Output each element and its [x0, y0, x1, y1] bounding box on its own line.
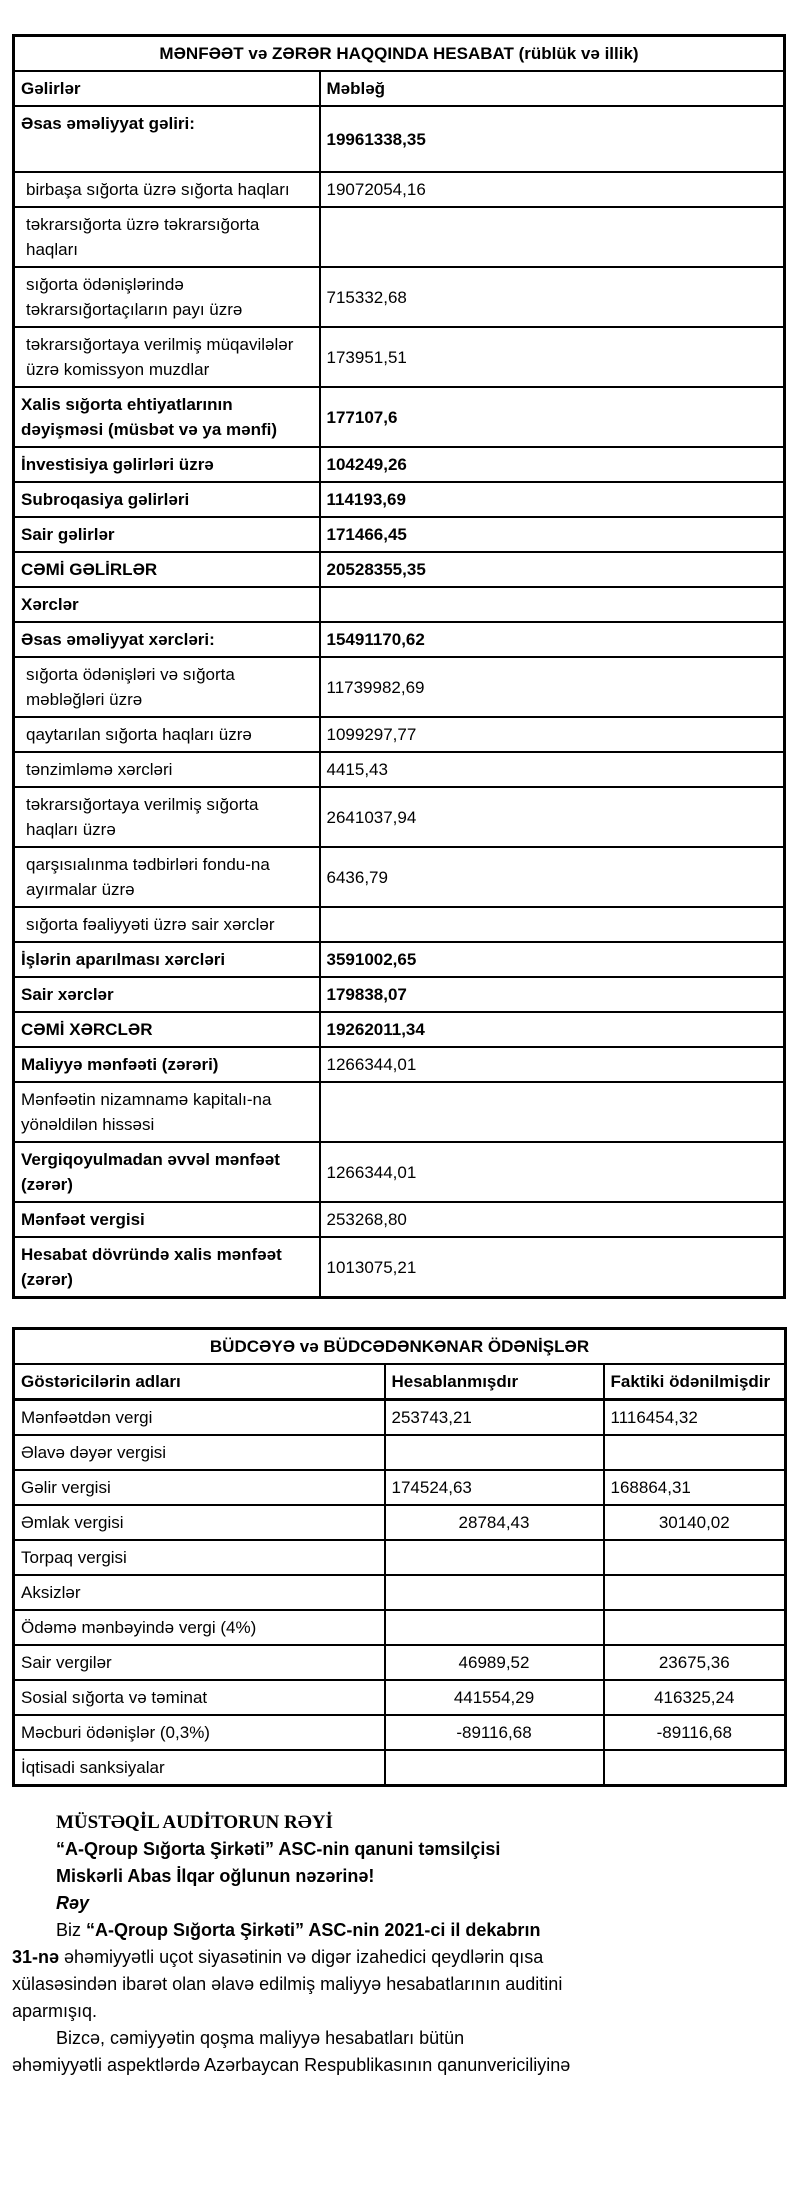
row-paid-value	[604, 1610, 786, 1645]
budget-payments-table	[12, 1327, 787, 1787]
opinion-text-segment: “A-Qroup Sığorta Şirkəti” ASC-nin 2021-ci il dekabrın	[86, 1920, 541, 1940]
row-label: sığorta ödənişləri və sığorta məbləğləri üzrə	[14, 657, 320, 717]
opinion-text-segment: Rəy	[56, 1893, 90, 1913]
table-row	[14, 847, 785, 907]
table-row	[14, 1047, 785, 1082]
row-value: 1266344,01	[320, 1142, 785, 1202]
row-value: 4415,43	[320, 752, 785, 787]
row-paid-value: 168864,31	[604, 1470, 786, 1505]
row-paid-value	[604, 1540, 786, 1575]
row-label: İnvestisiya gəlirləri üzrə	[14, 447, 320, 482]
row-paid-value: 23675,36	[604, 1645, 786, 1680]
table-row	[14, 622, 785, 657]
profit-loss-header-row	[14, 71, 785, 106]
column-header-gelirler: Gəlirlər	[14, 71, 320, 106]
table-row	[14, 1575, 786, 1610]
budget-table-title: BÜDCƏYƏ və BÜDCƏDƏNKƏNAR ÖDƏNİŞLƏR	[14, 1329, 786, 1365]
budget-header-row	[14, 1364, 786, 1400]
row-label: Sair gəlirlər	[14, 517, 320, 552]
row-label: Sosial sığorta və təminat	[14, 1680, 385, 1715]
column-header-accrued: Hesablanmışdır	[385, 1364, 604, 1400]
table-row	[14, 1142, 785, 1202]
row-value	[320, 907, 785, 942]
row-value: 104249,26	[320, 447, 785, 482]
row-paid-value	[604, 1575, 786, 1610]
column-header-mebleg: Məbləğ	[320, 71, 785, 106]
table-row	[14, 1715, 786, 1750]
column-header-indicators: Göstəricilərin adları	[14, 1364, 385, 1400]
row-value	[320, 1082, 785, 1142]
row-accrued-value	[385, 1435, 604, 1470]
table-row	[14, 1750, 786, 1786]
table-row	[14, 787, 785, 847]
opinion-line	[56, 1890, 784, 1917]
row-value: 15491170,62	[320, 622, 785, 657]
row-label: qaytarılan sığorta haqları üzrə	[14, 717, 320, 752]
row-label: Ödəmə mənbəyində vergi (4%)	[14, 1610, 385, 1645]
row-label: tənzimləmə xərcləri	[14, 752, 320, 787]
row-paid-value: 416325,24	[604, 1680, 786, 1715]
opinion-line	[56, 1809, 784, 1836]
table-row	[14, 942, 785, 977]
table-row	[14, 907, 785, 942]
row-value: 715332,68	[320, 267, 785, 327]
row-label: Xərclər	[14, 587, 320, 622]
auditor-opinion	[12, 1809, 784, 2079]
row-label: Əsas əməliyyat xərcləri:	[14, 622, 320, 657]
row-value: 1099297,77	[320, 717, 785, 752]
row-label: Əlavə dəyər vergisi	[14, 1435, 385, 1470]
table-row	[14, 752, 785, 787]
row-label: Maliyyə mənfəəti (zərəri)	[14, 1047, 320, 1082]
row-label: Mənfəət vergisi	[14, 1202, 320, 1237]
row-value: 2641037,94	[320, 787, 785, 847]
table-row	[14, 517, 785, 552]
table-row	[14, 267, 785, 327]
row-accrued-value: 46989,52	[385, 1645, 604, 1680]
table-row	[14, 207, 785, 267]
profit-loss-title-row	[14, 36, 785, 72]
row-accrued-value: 253743,21	[385, 1400, 604, 1436]
row-label: Mənfəətdən vergi	[14, 1400, 385, 1436]
row-paid-value	[604, 1750, 786, 1786]
table-row	[14, 1680, 786, 1715]
opinion-line	[56, 1836, 784, 1863]
row-value: 171466,45	[320, 517, 785, 552]
profit-loss-table-title: MƏNFƏƏT və ZƏRƏR HAQQINDA HESABAT (rüblük və illik)	[14, 36, 785, 72]
row-value: 11739982,69	[320, 657, 785, 717]
row-value: 20528355,35	[320, 552, 785, 587]
table-row	[14, 1012, 785, 1047]
budget-title-row	[14, 1329, 786, 1365]
row-label: Sair xərclər	[14, 977, 320, 1012]
row-label: sığorta ödənişlərində təkrarsığortaçıların payı üzrə	[14, 267, 320, 327]
row-value: 19961338,35	[320, 106, 785, 172]
opinion-line	[56, 2025, 784, 2052]
row-paid-value	[604, 1435, 786, 1470]
table-row	[14, 552, 785, 587]
row-accrued-value	[385, 1750, 604, 1786]
table-row	[14, 587, 785, 622]
opinion-line	[56, 1863, 784, 1890]
table-row	[14, 1202, 785, 1237]
row-label: Gəlir vergisi	[14, 1470, 385, 1505]
row-paid-value: -89116,68	[604, 1715, 786, 1750]
profit-loss-table	[12, 34, 786, 1299]
row-accrued-value	[385, 1610, 604, 1645]
row-label: birbaşa sığorta üzrə sığorta haqları	[14, 172, 320, 207]
row-value: 173951,51	[320, 327, 785, 387]
row-value: 253268,80	[320, 1202, 785, 1237]
row-value	[320, 207, 785, 267]
table-row	[14, 1540, 786, 1575]
row-label: Sair vergilər	[14, 1645, 385, 1680]
row-accrued-value: -89116,68	[385, 1715, 604, 1750]
row-label: Torpaq vergisi	[14, 1540, 385, 1575]
row-label: Xalis sığorta ehtiyatlarının dəyişməsi (müsbət və ya mənfi)	[14, 387, 320, 447]
row-label: Mənfəətin nizamnamə kapitalı-na yönəldilən hissəsi	[14, 1082, 320, 1142]
row-accrued-value: 441554,29	[385, 1680, 604, 1715]
row-label: Hesabat dövründə xalis mənfəət (zərər)	[14, 1237, 320, 1298]
row-label: Əmlak vergisi	[14, 1505, 385, 1540]
table-row	[14, 1237, 785, 1298]
row-value: 19262011,34	[320, 1012, 785, 1047]
table-row	[14, 1400, 786, 1436]
table-row	[14, 977, 785, 1012]
row-value: 179838,07	[320, 977, 785, 1012]
row-label: CƏMİ GƏLİRLƏR	[14, 552, 320, 587]
row-value: 19072054,16	[320, 172, 785, 207]
row-label: təkrarsığortaya verilmiş sığorta haqları üzrə	[14, 787, 320, 847]
row-label: CƏMİ XƏRCLƏR	[14, 1012, 320, 1047]
row-label: Vergiqoyulmadan əvvəl mənfəət (zərər)	[14, 1142, 320, 1202]
row-value: 1266344,01	[320, 1047, 785, 1082]
row-label: Əsas əməliyyat gəliri:	[14, 106, 320, 172]
table-row	[14, 172, 785, 207]
table-row	[14, 1610, 786, 1645]
table-row	[14, 387, 785, 447]
column-header-actually-paid: Faktiki ödənilmişdir	[604, 1364, 786, 1400]
row-accrued-value: 28784,43	[385, 1505, 604, 1540]
table-row	[14, 482, 785, 517]
row-label: İşlərin aparılması xərcləri	[14, 942, 320, 977]
table-row	[14, 447, 785, 482]
opinion-text-segment: Miskərli Abas İlqar oğlunun nəzərinə!	[56, 1866, 375, 1886]
opinion-line	[56, 1917, 784, 1944]
row-value: 114193,69	[320, 482, 785, 517]
row-label: İqtisadi sanksiyalar	[14, 1750, 385, 1786]
table-row	[14, 1470, 786, 1505]
opinion-text-segment: Biz	[56, 1920, 87, 1940]
opinion-text-segment: 31-nə	[12, 1947, 65, 1967]
row-label: Subroqasiya gəlirləri	[14, 482, 320, 517]
opinion-text-segment: əhəmiyyətli aspektlərdə Azərbaycan Respublikasının qanunvericiliyinə	[12, 2055, 571, 2075]
table-row	[14, 657, 785, 717]
row-value	[320, 587, 785, 622]
row-label: təkrarsığortaya verilmiş müqavilələr üzrə komissyon muzdlar	[14, 327, 320, 387]
row-value: 6436,79	[320, 847, 785, 907]
opinion-text-segment: xülasəsindən ibarət olan əlavə edilmiş maliyyə hesabatlarının auditini	[12, 1974, 563, 1994]
opinion-line	[12, 1998, 784, 2025]
row-accrued-value: 174524,63	[385, 1470, 604, 1505]
row-paid-value: 30140,02	[604, 1505, 786, 1540]
table-row	[14, 1645, 786, 1680]
row-accrued-value	[385, 1540, 604, 1575]
opinion-line	[12, 2052, 784, 2079]
row-value: 3591002,65	[320, 942, 785, 977]
table-row	[14, 717, 785, 752]
opinion-text-segment: “A-Qroup Sığorta Şirkəti” ASC-nin qanuni təmsilçisi	[56, 1839, 501, 1859]
row-value: 177107,6	[320, 387, 785, 447]
table-row	[14, 327, 785, 387]
row-value: 1013075,21	[320, 1237, 785, 1298]
opinion-text-segment: MÜSTƏQİL AUDİTORUN RƏYİ	[56, 1812, 333, 1833]
table-row	[14, 1435, 786, 1470]
table-row	[14, 1082, 785, 1142]
table-row	[14, 106, 785, 172]
row-label: qarşısıalınma tədbirləri fondu-na ayırmalar üzrə	[14, 847, 320, 907]
row-label: Məcburi ödənişlər (0,3%)	[14, 1715, 385, 1750]
opinion-line	[12, 1944, 784, 1971]
row-accrued-value	[385, 1575, 604, 1610]
opinion-text-segment: Bizcə, cəmiyyətin qoşma maliyyə hesabatları bütün	[56, 2028, 465, 2048]
row-label: sığorta fəaliyyəti üzrə sair xərclər	[14, 907, 320, 942]
opinion-line	[12, 1971, 784, 1998]
row-label: Aksizlər	[14, 1575, 385, 1610]
table-row	[14, 1505, 786, 1540]
row-paid-value: 1116454,32	[604, 1400, 786, 1436]
opinion-text-segment: əhəmiyyətli uçot siyasətinin və digər izahedici qeydlərin qısa	[64, 1947, 544, 1967]
row-label: təkrarsığorta üzrə təkrarsığorta haqları	[14, 207, 320, 267]
opinion-text-segment: aparmışıq.	[12, 2001, 98, 2021]
